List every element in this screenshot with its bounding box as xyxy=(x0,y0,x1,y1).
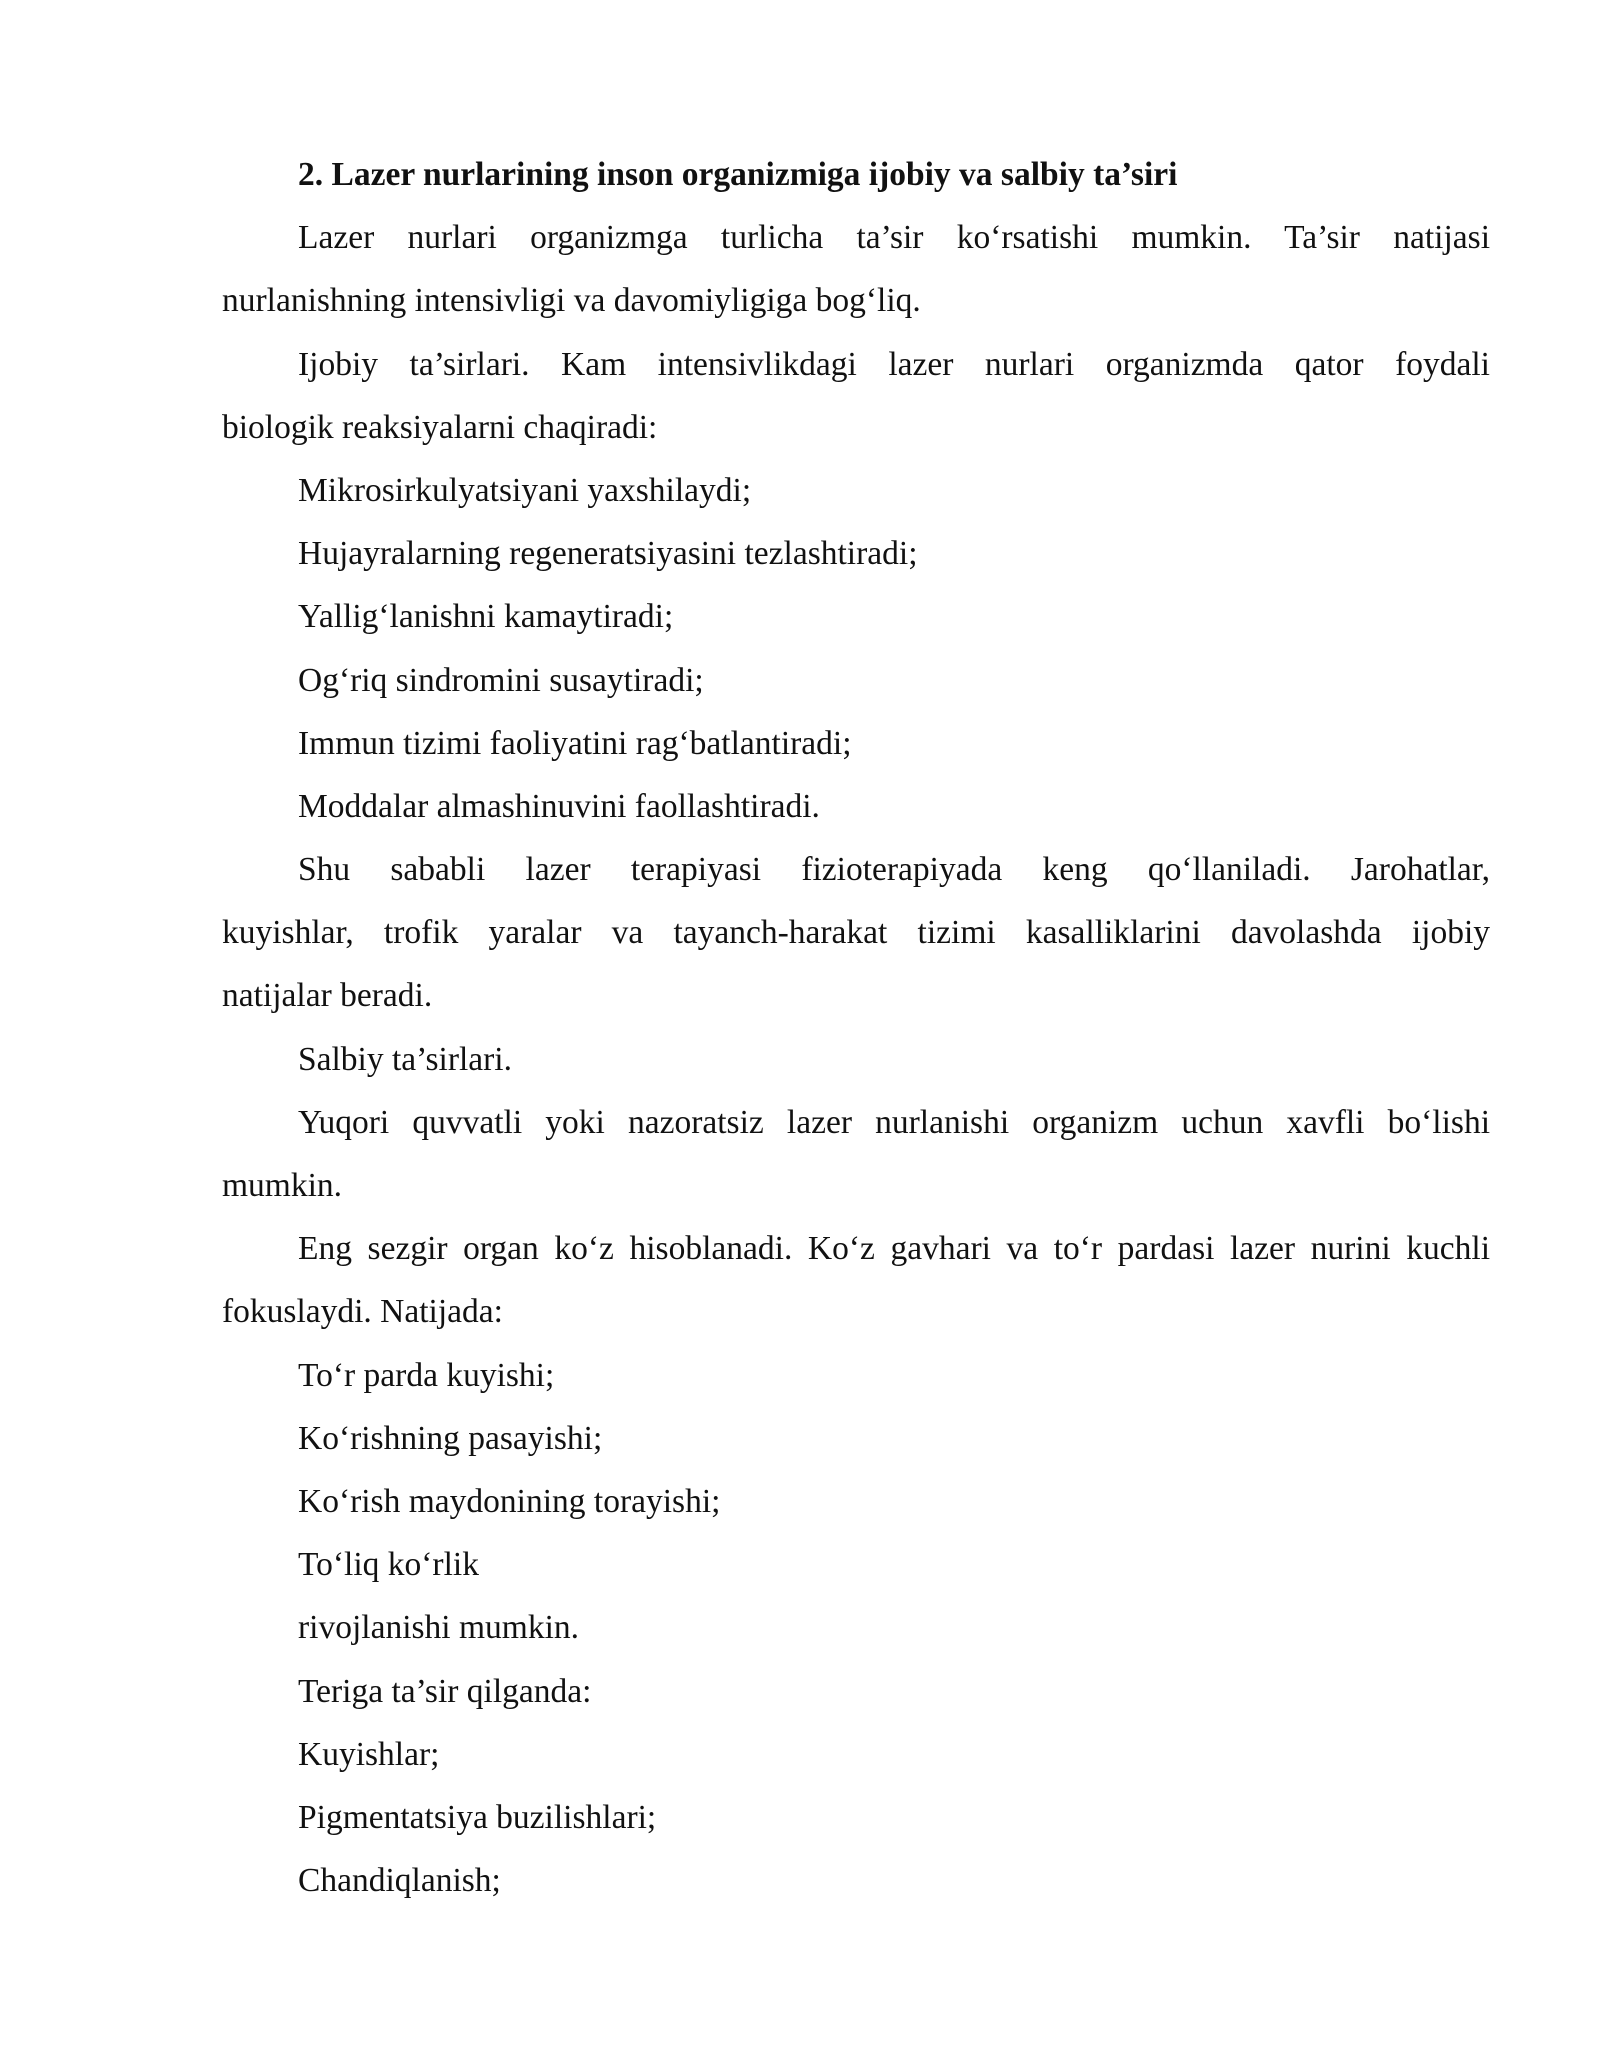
list-item: Moddalar almashinuvini faollashtiradi. xyxy=(298,787,820,825)
paragraph-line: Lazer nurlari organizmga turlicha ta’sir ko‘rsatishi mumkin. Ta’sir natijasi xyxy=(298,219,1490,257)
paragraph-line: Eng sezgir organ ko‘z hisoblanadi. Ko‘z gavhari va to‘r pardasi lazer nurini kuchli xyxy=(298,1230,1490,1268)
list-item: Mikrosirkulyatsiyani yaxshilaydi; xyxy=(298,471,752,509)
list-item: Og‘riq sindromini susaytiradi; xyxy=(298,661,704,699)
list-item: Kuyishlar; xyxy=(298,1735,440,1773)
paragraph-line: Ijobiy ta’sirlari. Kam intensivlikdagi lazer nurlari organizmda qator foydali xyxy=(298,345,1490,383)
paragraph-line: Shu sababli lazer terapiyasi fizioterapiyada keng qo‘llaniladi. Jarohatlar, xyxy=(298,851,1490,889)
document-body xyxy=(222,143,1490,1912)
list-item: Ko‘rishning pasayishi; xyxy=(298,1419,603,1457)
paragraph-line: fokuslaydi. Natijada: xyxy=(222,1293,503,1331)
subheading: Salbiy ta’sirlari. xyxy=(298,1040,512,1078)
section-heading: 2. Lazer nurlarining inson organizmiga ijobiy va salbiy ta’siri xyxy=(298,156,1178,193)
paragraph-line: kuyishlar, trofik yaralar va tayanch-harakat tizimi kasalliklarini davolashda ijobiy xyxy=(222,914,1490,952)
paragraph-line: nurlanishning intensivligi va davomiyligiga bog‘liq. xyxy=(222,282,921,320)
paragraph-line: natijalar beradi. xyxy=(222,977,433,1015)
paragraph-line: mumkin. xyxy=(222,1167,343,1204)
list-item: Ko‘rish maydonining torayishi; xyxy=(298,1482,721,1520)
paragraph-line: Teriga ta’sir qilganda: xyxy=(298,1672,592,1710)
paragraph-line: Yuqori quvvatli yoki nazoratsiz lazer nurlanishi organizm uchun xavfli bo‘lishi xyxy=(298,1103,1490,1141)
paragraph-line: biologik reaksiyalarni chaqiradi: xyxy=(222,408,658,446)
list-item: Chandiqlanish; xyxy=(298,1862,501,1900)
list-item: Pigmentatsiya buzilishlari; xyxy=(298,1798,657,1836)
list-item: To‘r parda kuyishi; xyxy=(298,1356,555,1394)
list-item: Hujayralarning regeneratsiyasini tezlashtiradi; xyxy=(298,535,918,573)
list-item: Yallig‘lanishni kamaytiradi; xyxy=(298,598,674,636)
list-item: Immun tizimi faoliyatini rag‘batlantiradi; xyxy=(298,724,852,762)
list-item: rivojlanishi mumkin. xyxy=(298,1609,580,1647)
list-item: To‘liq ko‘rlik xyxy=(298,1546,479,1584)
